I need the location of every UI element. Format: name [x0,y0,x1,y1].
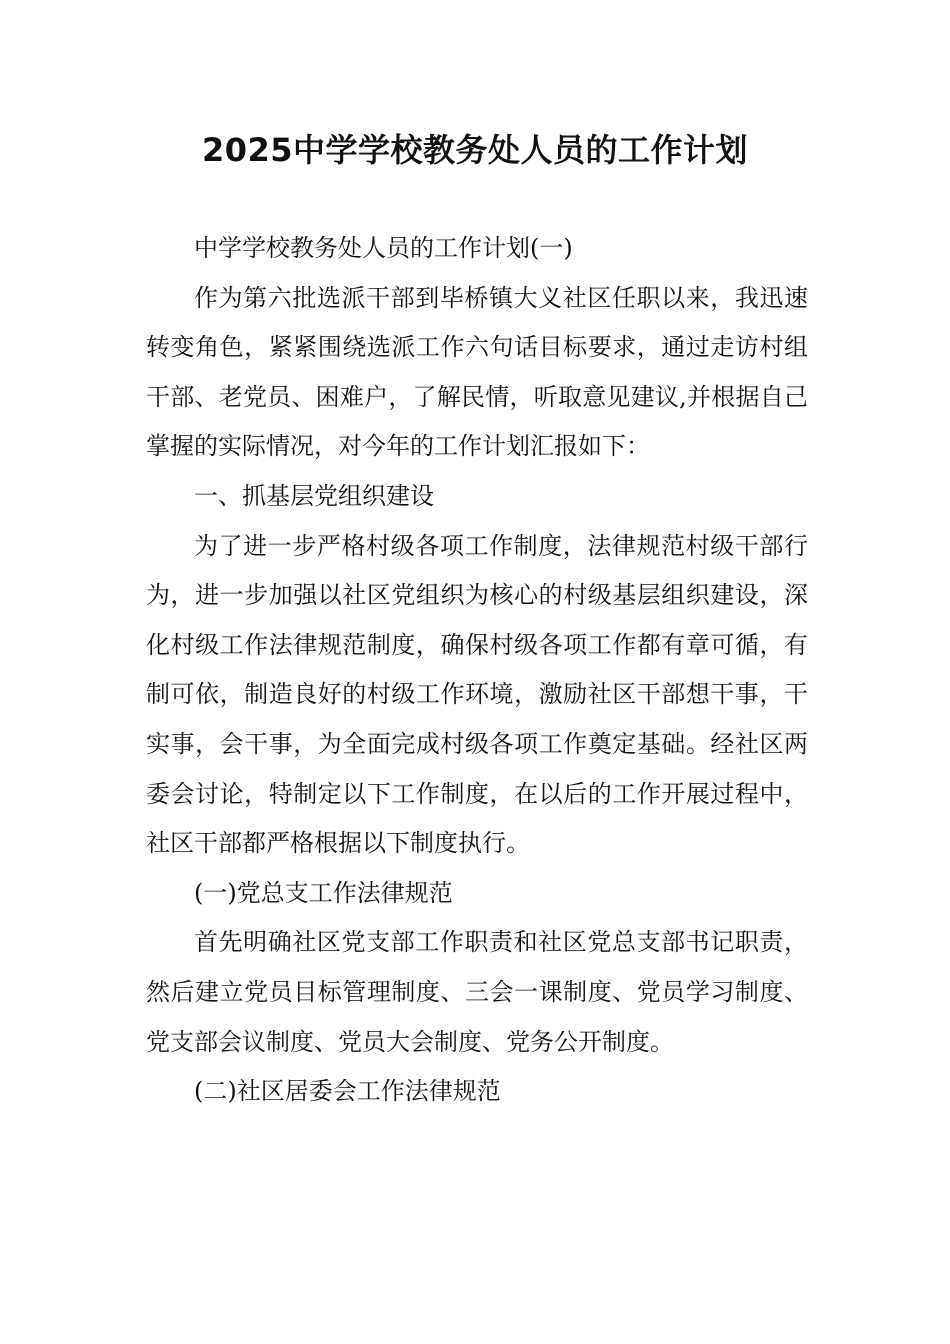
subsection-paragraph: 首先明确社区党支部工作职责和社区党总支部书记职责，然后建立党员目标管理制度、三会一课制度、党员学习制度、党支部会议制度、党员大会制度、党务公开制度。 [146,928,808,1056]
section-heading: 一、抓基层党组织建设 [194,481,434,510]
document-title: 2025中学学校教务处人员的工作计划 [201,131,749,169]
intro-paragraph: 作为第六批选派干部到毕桥镇大义社区任职以来，我迅速转变角色，紧紧围绕选派工作六句话目标要求，通过走访村组干部、老党员、困难户，了解民情，听取意见建议,并根据自己掌握的实际情况，对今年的工作计划汇报如下： [146,283,808,461]
document-subtitle: 中学学校教务处人员的工作计划(一) [194,234,573,262]
subsection-heading: (一)党总支工作法律规范 [194,878,453,907]
document-body [146,224,808,1117]
section-paragraph: 为了进一步严格村级各项工作制度，法律规范村级干部行为，进一步加强以社区党组织为核心的村级基层组织建设，深化村级工作法律规范制度，确保村级各项工作都有章可循，有制可依，制造良好的村级工作环境，激励社区干部想干事，干实事，会干事，为全面完成村级各项工作奠定基础。经社区两委会讨论，特制定以下工作制度，在以后的工作开展过程中，社区干部都严格根据以下制度执行。 [146,531,808,858]
subsection-heading: (二)社区居委会工作法律规范 [194,1077,501,1106]
